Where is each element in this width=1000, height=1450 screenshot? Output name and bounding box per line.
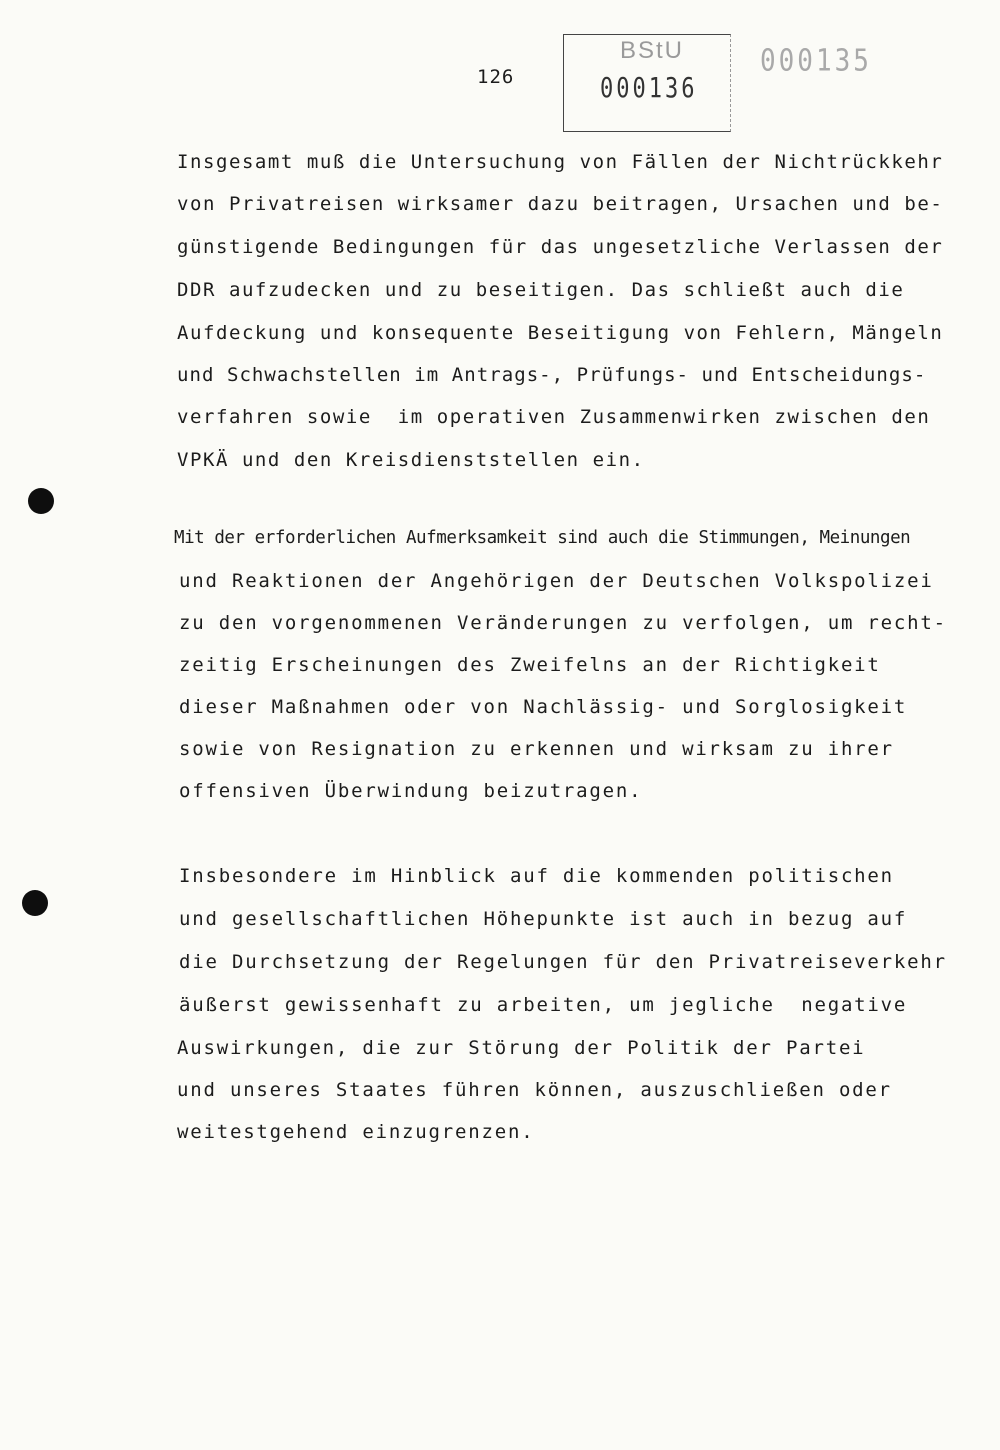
text-line: und unseres Staates führen können, auszuschließen oder <box>177 1079 892 1101</box>
text-line: die Durchsetzung der Regelungen für den Privatreiseverkehr <box>179 951 947 973</box>
text-line: DDR aufzudecken und zu beseitigen. Das schließt auch die <box>177 279 905 301</box>
page-number: 126 <box>477 66 515 88</box>
text-line: zeitig Erscheinungen des Zweifelns an der Richtigkeit <box>179 654 881 676</box>
stamp-agency: BStU <box>620 37 685 64</box>
text-line: dieser Maßnahmen oder von Nachlässig- und Sorglosigkeit <box>179 696 908 718</box>
text-line: Insbesondere im Hinblick auf die kommenden politischen <box>179 865 894 887</box>
archive-number: 000135 <box>760 44 872 79</box>
text-line: Aufdeckung und konsequente Beseitigung von Fehlern, Mängeln <box>177 322 944 344</box>
text-line: zu den vorgenommenen Veränderungen zu verfolgen, um recht- <box>179 612 947 634</box>
text-line: offensiven Überwindung beizutragen. <box>179 780 643 802</box>
text-line: äußerst gewissenhaft zu arbeiten, um jegliche negative <box>179 994 908 1016</box>
text-line: VPKÄ und den Kreisdienststellen ein. <box>177 449 645 471</box>
stamp-number: 000136 <box>600 73 698 105</box>
text-line: von Privatreisen wirksamer dazu beitragen, Ursachen und be- <box>177 193 944 215</box>
text-line: und Reaktionen der Angehörigen der Deutschen Volkspolizei <box>179 570 934 592</box>
text-line: Auswirkungen, die zur Störung der Politik der Partei <box>177 1037 866 1059</box>
text-line: verfahren sowie im operativen Zusammenwirken zwischen den <box>177 406 931 428</box>
text-line: Mit der erforderlichen Aufmerksamkeit sind auch die Stimmungen, Meinungen <box>174 528 911 548</box>
text-line: und gesellschaftlichen Höhepunkte ist auch in bezug auf <box>179 908 908 930</box>
text-line: und Schwachstellen im Antrags-, Prüfungs- und Entscheidungs- <box>177 364 927 386</box>
text-line: sowie von Resignation zu erkennen und wirksam zu ihrer <box>179 738 894 760</box>
text-line: Insgesamt muß die Untersuchung von Fällen der Nichtrückkehr <box>177 151 944 173</box>
text-line: günstigende Bedingungen für das ungesetzliche Verlassen der <box>177 236 944 258</box>
text-line: weitestgehend einzugrenzen. <box>177 1121 535 1143</box>
